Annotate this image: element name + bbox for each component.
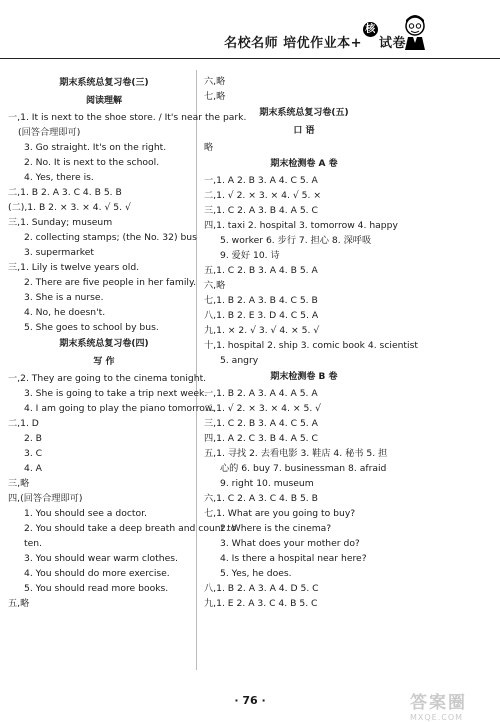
answer-line: 2. No. It is next to the school. xyxy=(24,157,160,168)
answer-line: 5. You should read more books. xyxy=(24,583,169,594)
watermark-small: MXQE.COM xyxy=(410,713,464,722)
answer-line: (二),1. B 2. × 3. × 4. √ 5. √ xyxy=(8,202,131,213)
answer-line: 八,1. B 2. E 3. D 4. C 5. A xyxy=(204,310,319,321)
answer-line: 3. supermarket xyxy=(24,247,95,258)
page-header xyxy=(0,0,500,59)
answer-line: 3. She is going to take a trip next week. xyxy=(24,388,208,399)
answer-line: 一,2. They are going to the cinema tonight. xyxy=(8,373,207,384)
answer-line: 七,1. What are you going to buy? xyxy=(204,508,356,519)
answer-line: 三,1. C 2. A 3. B 4. A 5. C xyxy=(204,205,318,216)
section-title: 期末系统总复习卷(四) xyxy=(59,339,149,349)
page-number: · 76 · xyxy=(234,694,266,707)
right-column xyxy=(204,74,418,611)
answer-line: 2. collecting stamps; (the No. 32) bus xyxy=(24,232,197,243)
watermark-big: 答案圈 xyxy=(410,693,467,713)
answer-line: 三,1. Lily is twelve years old. xyxy=(8,262,140,273)
answer-line: 二,1. D xyxy=(8,418,39,429)
answer-line: 5. Yes, he does. xyxy=(220,568,292,579)
answer-line: 3. You should wear warm clothes. xyxy=(24,553,178,564)
answer-line: 七,略 xyxy=(204,91,226,102)
answer-line: (回答合理即可) xyxy=(18,127,81,138)
section-title: 期末系统总复习卷(五) xyxy=(259,108,349,118)
header-title-circle: 核心 xyxy=(363,22,378,37)
answer-line: 二,1. B 2. A 3. C 4. B 5. B xyxy=(8,187,122,198)
answer-line: 4. A xyxy=(24,463,42,474)
answer-line: 一,1. It is next to the shoe store. / It's near the park. xyxy=(8,112,247,123)
answer-line: 一,1. A 2. B 3. A 4. C 5. A xyxy=(204,175,318,186)
answer-line: 四,(回答合理即可) xyxy=(8,493,83,504)
answer-line: 3. C xyxy=(24,448,43,459)
answer-line: 一,1. B 2. A 3. A 4. A 5. A xyxy=(204,388,318,399)
answer-line: 1. You should see a doctor. xyxy=(24,508,147,519)
answer-line: 2. Where is the cinema? xyxy=(220,523,332,534)
answer-line: 3. What does your mother do? xyxy=(220,538,360,549)
answer-line: 六,略 xyxy=(204,280,226,291)
answer-line: 五,1. C 2. B 3. A 4. B 5. A xyxy=(204,265,318,276)
answer-line: 心的 6. buy 7. businessman 8. afraid xyxy=(220,463,387,474)
answer-line: 七,1. B 2. A 3. B 4. C 5. B xyxy=(204,295,318,306)
answer-line: ten. xyxy=(24,538,42,549)
answer-line: 五,略 xyxy=(8,598,30,609)
answer-line: 4. Yes, there is. xyxy=(24,172,94,183)
answer-line: 3. She is a nurse. xyxy=(24,292,104,303)
answer-line: 4. I am going to play the piano tomorrow. xyxy=(24,403,215,414)
answer-line: 九,1. × 2. √ 3. √ 4. × 5. √ xyxy=(204,325,320,336)
answer-line: 9. right 10. museum xyxy=(220,478,314,489)
answer-line: 三,1. Sunday; museum xyxy=(8,217,113,228)
answer-line: 2. You should take a deep breath and count to xyxy=(24,523,237,534)
answer-line: 5. worker 6. 步行 7. 担心 8. 深呼吸 xyxy=(220,235,372,246)
answer-line: 二,1. √ 2. × 3. × 4. √ 5. × xyxy=(204,190,322,201)
answer-line: 五,1. 寻找 2. 去看电影 3. 鞋店 4. 秘书 5. 担 xyxy=(204,448,388,459)
watermark-logo xyxy=(410,688,496,722)
section-subtitle: 阅读理解 xyxy=(85,96,122,106)
answer-line: 略 xyxy=(204,142,214,153)
answer-line: 4. You should do more exercise. xyxy=(24,568,170,579)
section-subtitle: 口 语 xyxy=(293,126,315,136)
answer-line: 八,1. B 2. A 3. A 4. D 5. C xyxy=(204,583,319,594)
answer-line: 六,1. C 2. A 3. C 4. B 5. B xyxy=(204,493,318,504)
section-title: 期末检测卷 B 卷 xyxy=(270,372,338,382)
answer-line: 二,1. √ 2. × 3. × 4. × 5. √ xyxy=(204,403,322,414)
answer-line: 3. Go straight. It's on the right. xyxy=(24,142,167,153)
header-title-a: 名校名师 培优作业本+ xyxy=(224,36,362,51)
section-title: 期末检测卷 A 卷 xyxy=(270,159,338,169)
answer-line: 三,1. C 2. B 3. A 4. C 5. A xyxy=(204,418,318,429)
section-title: 期末系统总复习卷(三) xyxy=(59,78,149,88)
answer-line: 四,1. A 2. C 3. B 4. A 5. C xyxy=(204,433,318,444)
answer-line: 9. 爱好 10. 诗 xyxy=(220,250,280,261)
header-title-b: 试卷 xyxy=(378,36,406,51)
answer-line: 5. angry xyxy=(220,355,259,366)
header-title xyxy=(224,22,406,51)
answer-line: 4. Is there a hospital near here? xyxy=(220,553,367,564)
mascot-icon xyxy=(400,14,430,50)
answer-line: 4. No, he doesn't. xyxy=(24,307,106,318)
answer-line: 十,1. hospital 2. ship 3. comic book 4. scientist xyxy=(204,340,418,351)
answer-line: 四,1. taxi 2. hospital 3. tomorrow 4. happy xyxy=(204,220,398,231)
answer-line: 九,1. E 2. A 3. C 4. B 5. C xyxy=(204,598,318,609)
answer-line: 2. B xyxy=(24,433,42,444)
answer-line: 六,略 xyxy=(204,76,226,87)
answer-line: 三,略 xyxy=(8,478,30,489)
section-subtitle: 写 作 xyxy=(93,357,115,367)
answer-line: 2. There are five people in her family. xyxy=(24,277,196,288)
answer-line: 5. She goes to school by bus. xyxy=(24,322,159,333)
